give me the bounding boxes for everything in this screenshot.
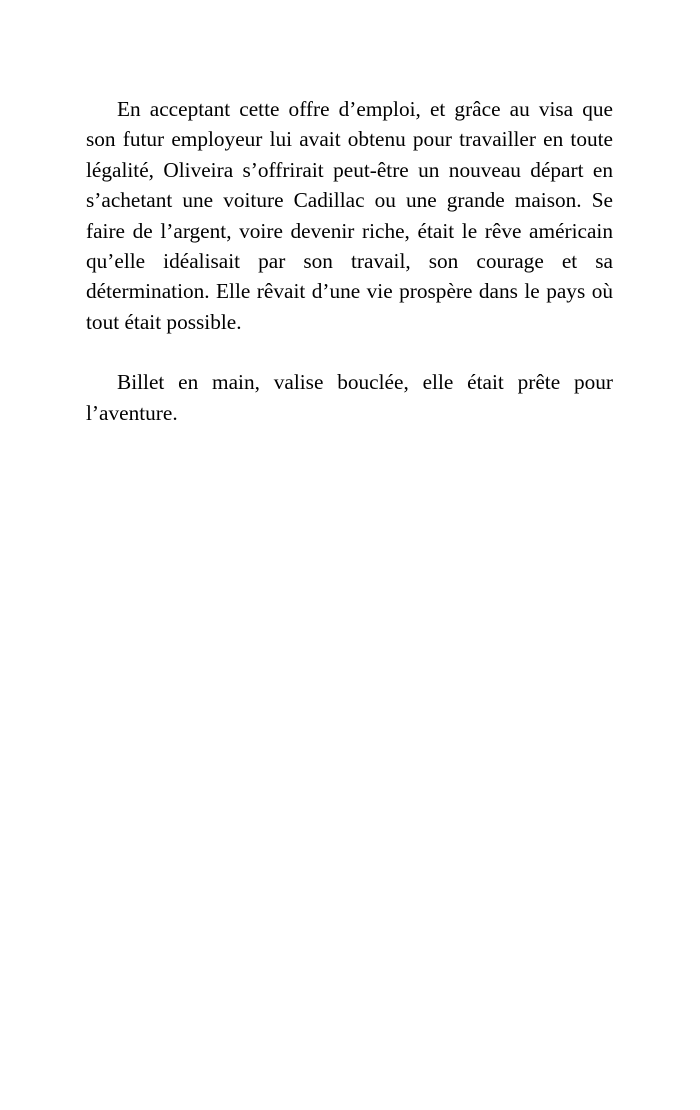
page-text-block — [86, 94, 613, 428]
paragraph-1: En acceptant cette offre d’emploi, et grâce au visa que son futur employeur lui avait obtenu pour travailler en toute légalité, Oliveira s’offrirait peut-être un nouveau départ en s’achetant une voiture Cadillac ou une grande maison. Se faire de l’argent, voire devenir riche, était le rêve américain qu’elle idéalisait par son travail, son courage et sa détermination. Elle rêvait d’une vie prospère dans le pays où tout était possible. — [86, 97, 613, 334]
paragraph-2: Billet en main, valise bouclée, elle était prête pour l’aventure. — [86, 370, 613, 425]
